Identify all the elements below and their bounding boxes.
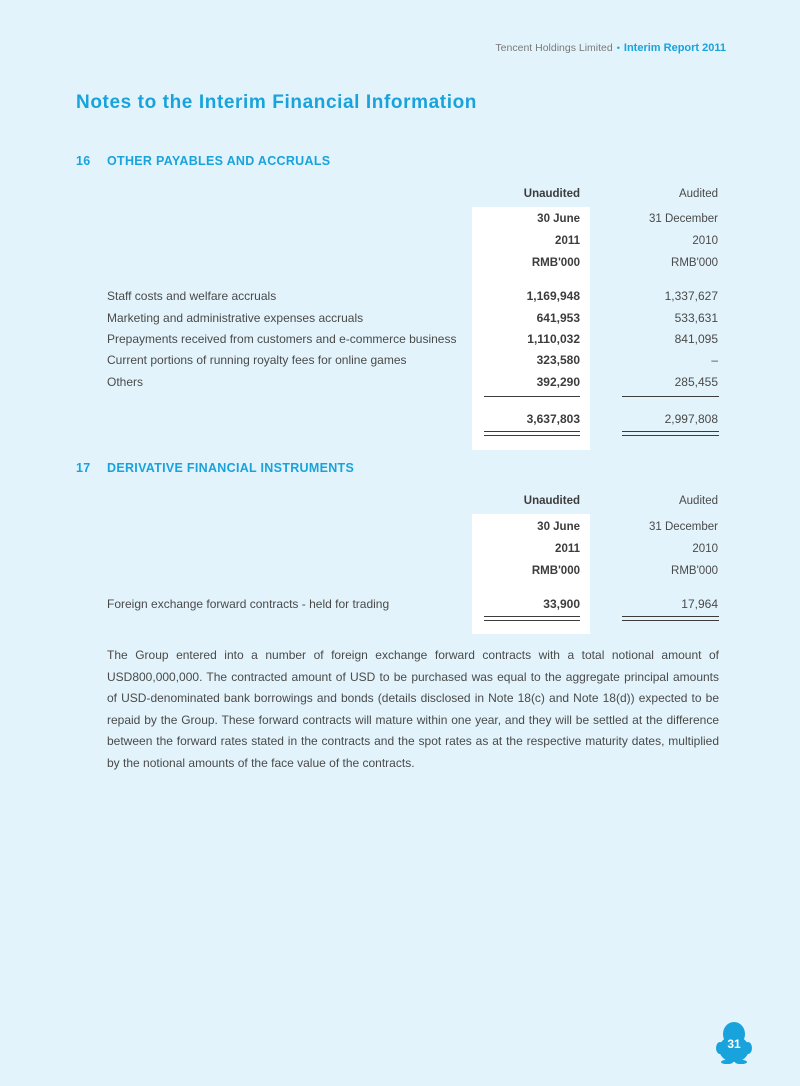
row-value-2011: 392,290 <box>536 375 580 389</box>
col1-status: Unaudited <box>523 188 580 200</box>
note-17-description: The Group entered into a number of foreign exchange forward contracts with a total notional amount of USD800,000,000. The contracted amount of USD to be purchased was equal to the aggregate principal amounts of USD-denominated bank borrowings and bonds (details disclosed in Note 18(c) and Note 18(d)) expected to be repaid by the Group. These forward contracts will mature within one year, and they will be settled at the difference between the forward rates stated in the contracts and the spot rates as at the respective maturity dates, multiplied by the notional amounts of the face value of the contracts. <box>107 648 719 770</box>
row-label: Prepayments received from customers and e-commerce business <box>107 332 457 346</box>
total-value-2011: 3,637,803 <box>526 412 580 426</box>
row-value-2010: – <box>711 353 718 367</box>
report-title: Interim Report 2011 <box>623 42 726 54</box>
total-double-rule <box>484 616 580 617</box>
total-double-rule <box>484 620 580 621</box>
header-separator: • <box>616 43 620 53</box>
note-title: DERIVATIVE FINANCIAL INSTRUMENTS <box>107 461 355 475</box>
subtotal-rule <box>484 396 580 397</box>
subtotal-rule <box>622 396 719 397</box>
col1-unit: RMB'000 <box>531 257 580 269</box>
col2-year: 2010 <box>692 235 718 247</box>
row-label: Foreign exchange forward contracts - held for trading <box>107 597 390 611</box>
row-value-2010: 1,337,627 <box>664 289 718 303</box>
company-name: Tencent Holdings Limited <box>495 42 613 54</box>
col2-unit: RMB'000 <box>671 257 718 269</box>
col1-date: 30 June <box>537 213 580 225</box>
total-double-rule <box>622 431 719 432</box>
row-value-2011: 641,953 <box>536 311 580 325</box>
col2-status: Audited <box>678 188 718 200</box>
col2-status: Audited <box>678 495 718 507</box>
col1-year: 2011 <box>555 543 580 555</box>
row-value-2010: 533,631 <box>674 311 718 325</box>
total-double-rule <box>484 431 580 432</box>
row-label: Marketing and administrative expenses accruals <box>107 311 364 325</box>
row-value-2010: 841,095 <box>674 332 718 346</box>
row-value-2011: 323,580 <box>536 353 580 367</box>
row-value-2010: 17,964 <box>681 597 718 611</box>
row-value-2011: 33,900 <box>543 597 580 611</box>
row-label: Current portions of running royalty fees for online games <box>107 353 407 367</box>
note-title: OTHER PAYABLES AND ACCRUALS <box>107 154 331 168</box>
col2-date: 31 December <box>648 521 718 533</box>
page-number: 31 <box>727 1037 741 1051</box>
col2-unit: RMB'000 <box>671 565 718 577</box>
row-value-2010: 285,455 <box>674 375 718 389</box>
page-title: Notes to the Interim Financial Information <box>76 92 478 113</box>
row-value-2011: 1,169,948 <box>526 289 580 303</box>
note-number: 16 <box>76 154 91 168</box>
total-double-rule <box>622 435 719 436</box>
total-double-rule <box>484 435 580 436</box>
note-number: 17 <box>76 461 91 475</box>
note-17-heading <box>76 461 354 475</box>
col1-date: 30 June <box>537 521 580 533</box>
col1-status: Unaudited <box>523 495 580 507</box>
total-double-rule <box>622 620 719 621</box>
col2-year: 2010 <box>692 543 718 555</box>
running-header <box>495 42 726 54</box>
col1-unit: RMB'000 <box>531 565 580 577</box>
row-value-2011: 1,110,032 <box>527 332 580 346</box>
note-16-heading <box>76 154 330 168</box>
col2-date: 31 December <box>648 213 718 225</box>
col1-year: 2011 <box>555 235 580 247</box>
row-label: Others <box>107 375 144 389</box>
total-double-rule <box>622 616 719 617</box>
row-label: Staff costs and welfare accruals <box>107 289 277 303</box>
total-value-2010: 2,997,808 <box>664 412 718 426</box>
